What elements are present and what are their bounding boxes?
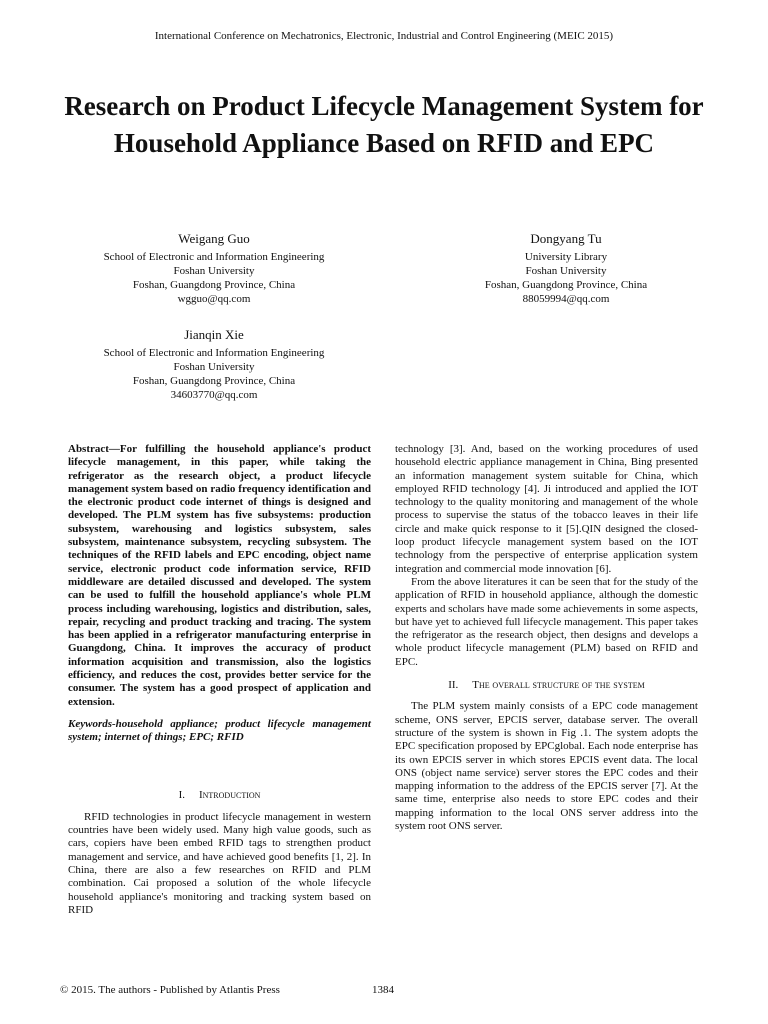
body-paragraph: The PLM system mainly consists of a EPC code management scheme, ONS server, EPCIS server, database server. The overall structure of the system is shown in Fig .1. The system adopts the EPC specification proposed by EPCglobal. Each node enterprise has its own EPCIS server in which stores EPCIS event data. The local ONS (object name service) server stores the EPC codes and their mapping information to the address of the EPCIS server [7]. At the same time, enterprise also needs to store EPC codes and their mapping information to the local ONS server address into the system root ONS server. bbox=[395, 700, 698, 833]
left-column bbox=[68, 443, 371, 917]
section-title: The overall structure of the system bbox=[472, 679, 645, 692]
body-paragraph: From the above literatures it can be seen that for the study of the application of RFID in household appliance, although the domestic experts and scholars have made some achievements in some aspects, but have yet to achieved full lifecycle management. This paper takes the refrigerator as the research object, then designs and develops a whole product lifecycle management (PLM) based on RFID and EPC. bbox=[395, 575, 698, 668]
paper-title: Research on Product Lifecycle Management System for Household Appliance Based on RFID and EPC bbox=[64, 91, 704, 158]
author-block-3 bbox=[72, 327, 356, 402]
body-paragraph-continued: technology [3]. And, based on the working procedures of used household electric appliance management in China, Bing presented an information management system suitable for China, which employed RFID technology [4]. Ji introduced and applied the IOT technology to the quality monitoring and management of the whole process to supervise the status of the tobacco leaves in their life circle and make quick response to it [5].QIN designed the closed-loop product lifecycle management system based on the IOT technology from the perspective of enterprise application system integration and commercial mode innovation [6]. bbox=[395, 443, 698, 575]
author-affiliation: University Library bbox=[524, 251, 608, 263]
section-number: I. bbox=[178, 788, 185, 801]
page-number: 1384 bbox=[372, 984, 394, 996]
body-paragraph: RFID technologies in product lifecycle management in western countries have been widely used. Many high value goods, such as cars, copiers have been embed RFID tags to strengthen product management and service, and have achieved good benefits [1, 2]. In China, there are also a few researches on RFID and PLM combination. Cai proposed a solution of the whole lifecycle household appliance's monitoring and tracking system based on RFID bbox=[68, 810, 371, 916]
keywords: Keywords-household appliance; product lifecycle management system; internet of things; EPC; RFID bbox=[68, 717, 371, 744]
author-location: Foshan, Guangdong Province, China bbox=[132, 279, 296, 291]
author-email: 34603770@qq.com bbox=[170, 389, 258, 401]
footer-copyright: © 2015. The authors - Published by Atlantis Press bbox=[60, 984, 280, 996]
section-title: Introduction bbox=[198, 788, 261, 801]
section-heading-overall-structure bbox=[395, 679, 698, 692]
author-affiliation: School of Electronic and Information Engineering bbox=[103, 347, 325, 359]
author-institution: Foshan University bbox=[525, 265, 607, 277]
section-heading-introduction bbox=[68, 789, 371, 802]
author-block-2 bbox=[424, 231, 708, 306]
author-affiliation: School of Electronic and Information Engineering bbox=[103, 251, 325, 263]
author-institution: Foshan University bbox=[173, 265, 255, 277]
author-email: 88059994@qq.com bbox=[522, 293, 610, 305]
author-institution: Foshan University bbox=[173, 361, 255, 373]
author-name: Jianqin Xie bbox=[184, 327, 244, 342]
section-number: II. bbox=[448, 679, 459, 692]
author-email: wgguo@qq.com bbox=[177, 293, 251, 305]
conference-header: International Conference on Mechatronics, Electronic, Industrial and Control Engineering (MEIC 2015) bbox=[154, 30, 614, 42]
right-column bbox=[395, 443, 698, 833]
author-name: Weigang Guo bbox=[178, 231, 250, 246]
author-block-1 bbox=[72, 231, 356, 306]
author-name: Dongyang Tu bbox=[530, 231, 602, 246]
author-location: Foshan, Guangdong Province, China bbox=[484, 279, 648, 291]
author-location: Foshan, Guangdong Province, China bbox=[132, 375, 296, 387]
abstract: Abstract—For fulfilling the household appliance's product lifecycle management, in this paper, while taking the refrigerator as the research object, a product lifecycle management system based on radio frequency identification and the electronic product code internet of things is designed and developed. The PLM system has five subsystems: production subsystem, warehousing and logistics subsystem, sales subsystem, maintenance subsystem, recycling subsystem. The techniques of the RFID labels and EPC encoding, object name service, electronic product code information service, RFID middleware are detailed discussed and developed. The system can be used to fulfill the household appliance's whole PLM process including warehousing, logistics and distribution, sales, repair, recycling and product tracking and tracing. The system has been applied in a refrigerator manufacturing enterprise in Guangdong, China. It improves the accuracy of product information acquisition and transmission, also the logistics efficiency, and reduces the cost, provides better service for the consumer. The system has a good prospect of application and extension. bbox=[68, 443, 371, 708]
